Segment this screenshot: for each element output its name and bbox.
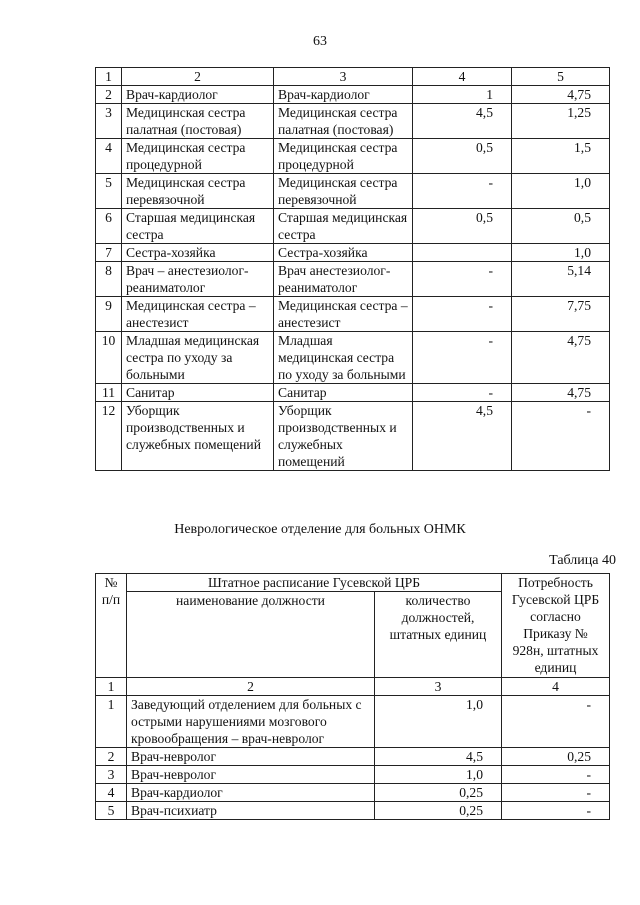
position-name: Врач-кардиолог [122,86,274,104]
position-count: 0,25 [375,802,502,820]
position-name: Сестра-хозяйка [122,244,274,262]
position-name: Санитар [122,384,274,402]
value-col4: 4,5 [413,104,512,139]
table-row [96,802,610,820]
row-number: 5 [96,802,127,820]
row-number: 6 [96,209,122,244]
row-number: 7 [96,244,122,262]
position-name: Младшая медицинская сестра по уходу за больными [122,332,274,384]
row-number: 4 [96,784,127,802]
table-row [96,748,610,766]
position-name-alt: Врач анестезиолог-реаниматолог [274,262,413,297]
value-col5: 0,5 [512,209,610,244]
position-name: Врач-психиатр [127,802,375,820]
header-staff-schedule: Штатное расписание Гусевской ЦРБ [127,574,502,592]
row-number: 5 [96,174,122,209]
table-row [96,784,610,802]
value-col4 [413,244,512,262]
row-number: 9 [96,297,122,332]
value-col5: 4,75 [512,384,610,402]
position-name-alt: Врач-кардиолог [274,86,413,104]
header-num: № п/п [96,574,127,678]
value-col5: 4,75 [512,332,610,384]
header-cell: 4 [413,68,512,86]
header-position-name: наименование должности [127,592,375,678]
position-need: - [502,766,610,784]
header-count: количество должностей, штатных единиц [375,592,502,678]
table-row [96,766,610,784]
row-number: 11 [96,384,122,402]
position-name: Медицинская сестра процедурной [122,139,274,174]
header-cell: 2 [122,68,274,86]
table-row [96,139,610,174]
header-need: Потребность Гусевской ЦРБ согласно Приказу № 928н, штатных единиц [502,574,610,678]
value-col5: 4,75 [512,86,610,104]
value-col4: 1 [413,86,512,104]
header-cell: 2 [127,678,375,696]
table-row [96,209,610,244]
table-row [96,86,610,104]
row-number: 10 [96,332,122,384]
header-cell: 5 [512,68,610,86]
position-count: 4,5 [375,748,502,766]
value-col5: 1,0 [512,244,610,262]
value-col5: 7,75 [512,297,610,332]
position-name-alt: Медицинская сестра палатная (постовая) [274,104,413,139]
table-row [96,244,610,262]
position-name-alt: Старшая медицинская сестра [274,209,413,244]
value-col4: - [413,262,512,297]
value-col5: 5,14 [512,262,610,297]
value-col4: - [413,297,512,332]
position-need: - [502,784,610,802]
table-label: Таблица 40 [549,553,616,568]
row-number: 4 [96,139,122,174]
table-row [96,174,610,209]
position-name: Уборщик производственных и служебных помещений [122,402,274,471]
table-row [96,332,610,384]
staffing-table-continued [95,67,610,471]
header-cell: 3 [375,678,502,696]
position-name-alt: Медицинская сестра перевязочной [274,174,413,209]
table-header-row [96,574,610,592]
position-need: - [502,802,610,820]
position-name: Врач-невролог [127,748,375,766]
row-number: 12 [96,402,122,471]
position-name: Медицинская сестра перевязочной [122,174,274,209]
table-row [96,104,610,139]
value-col4: - [413,174,512,209]
position-name: Врач-невролог [127,766,375,784]
position-count: 1,0 [375,766,502,784]
value-col4: - [413,332,512,384]
position-name: Заведующий отделением для больных с острыми нарушениями мозгового кровообращения – врач-невролог [127,696,375,748]
position-name: Врач – анестезиолог-реаниматолог [122,262,274,297]
position-need: 0,25 [502,748,610,766]
position-name-alt: Санитар [274,384,413,402]
neurology-table-body [96,574,610,820]
row-number: 8 [96,262,122,297]
table-row [96,402,610,471]
position-count: 0,25 [375,784,502,802]
staffing-table-body [96,68,610,471]
value-col4: 4,5 [413,402,512,471]
header-cell: 4 [502,678,610,696]
row-number: 2 [96,748,127,766]
page-number: 63 [313,34,327,49]
table-row [96,297,610,332]
position-name-alt: Сестра-хозяйка [274,244,413,262]
row-number: 3 [96,104,122,139]
row-number: 2 [96,86,122,104]
position-name: Старшая медицинская сестра [122,209,274,244]
value-col4: 0,5 [413,139,512,174]
position-name-alt: Уборщик производственных и служебных помещений [274,402,413,471]
section-title: Неврологическое отделение для больных ОНМК [174,522,466,537]
value-col5: - [512,402,610,471]
value-col5: 1,5 [512,139,610,174]
position-name: Врач-кардиолог [127,784,375,802]
position-name-alt: Медицинская сестра – анестезист [274,297,413,332]
header-cell: 3 [274,68,413,86]
header-cell: 1 [96,678,127,696]
position-name: Медицинская сестра – анестезист [122,297,274,332]
value-col4: - [413,384,512,402]
row-number: 1 [96,696,127,748]
table-header-row [96,68,610,86]
value-col5: 1,0 [512,174,610,209]
table-header-numbers-row [96,678,610,696]
value-col5: 1,25 [512,104,610,139]
position-count: 1,0 [375,696,502,748]
row-number: 3 [96,766,127,784]
header-cell: 1 [96,68,122,86]
position-name-alt: Медицинская сестра процедурной [274,139,413,174]
table-row [96,384,610,402]
table-row [96,696,610,748]
position-need: - [502,696,610,748]
position-name-alt: Младшая медицинская сестра по уходу за больными [274,332,413,384]
position-name: Медицинская сестра палатная (постовая) [122,104,274,139]
neurology-staffing-table [95,573,610,820]
value-col4: 0,5 [413,209,512,244]
table-row [96,262,610,297]
